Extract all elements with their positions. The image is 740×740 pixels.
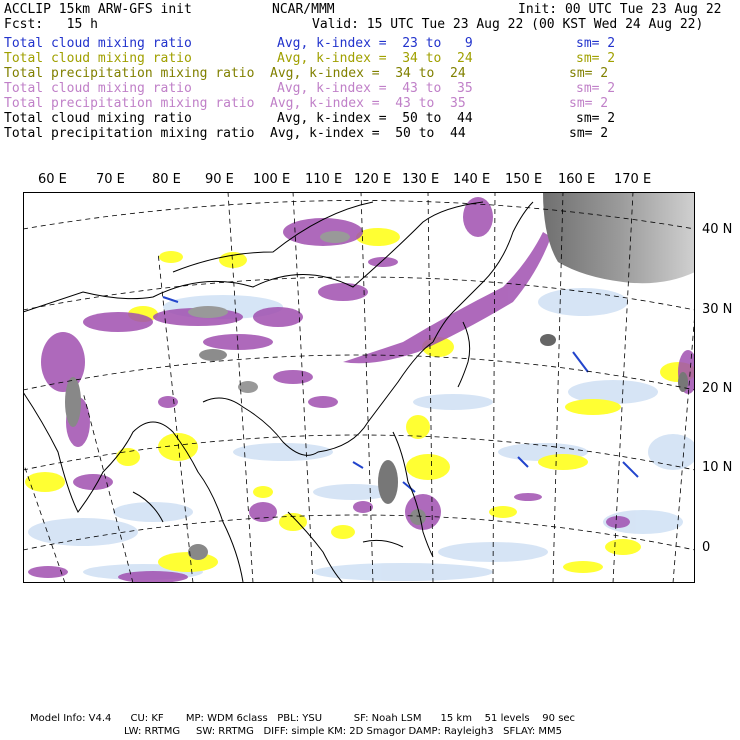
legend-avg-2: Avg, k-index = 34 to 24	[277, 51, 473, 66]
forecast-hour: Fcst: 15 h	[4, 17, 98, 32]
lon-label: 160 E	[558, 172, 596, 187]
lat-label: 0	[702, 540, 711, 555]
lon-label: 110 E	[305, 172, 343, 187]
lat-label: 20 N	[702, 381, 733, 396]
title-left: ACCLIP 15km ARW-GFS init	[4, 2, 192, 17]
legend-avg-4: Avg, k-index = 43 to 35	[277, 81, 473, 96]
lon-label: 170 E	[614, 172, 652, 187]
legend-avg-6: Avg, k-index = 50 to 44	[277, 111, 473, 126]
legend-field-4: Total cloud mixing ratio	[4, 81, 192, 96]
legend-sm-4: sm= 2	[576, 81, 616, 96]
lon-label: 80 E	[152, 172, 181, 187]
legend-sm-6: sm= 2	[576, 111, 616, 126]
legend-field-1: Total cloud mixing ratio	[4, 36, 192, 51]
legend-avg-1: Avg, k-index = 23 to 9	[277, 36, 473, 51]
init-time: Init: 00 UTC Tue 23 Aug 22	[518, 2, 722, 17]
lon-label: 140 E	[453, 172, 491, 187]
title-center: NCAR/MMM	[272, 2, 335, 17]
lon-label: 100 E	[253, 172, 291, 187]
legend-avg-3: Avg, k-index = 34 to 24	[270, 66, 466, 81]
legend-field-5: Total precipitation mixing ratio	[4, 96, 255, 111]
legend-field-2: Total cloud mixing ratio	[4, 51, 192, 66]
lat-label: 30 N	[702, 302, 733, 317]
lon-label: 70 E	[96, 172, 125, 187]
lat-label: 10 N	[702, 460, 733, 475]
legend-field-7: Total precipitation mixing ratio	[4, 126, 255, 141]
lon-label: 150 E	[505, 172, 543, 187]
legend-sm-3: sm= 2	[569, 66, 609, 81]
weather-map	[23, 192, 695, 583]
legend-sm-7: sm= 2	[569, 126, 609, 141]
lon-label: 60 E	[38, 172, 67, 187]
legend-sm-1: sm= 2	[576, 36, 616, 51]
legend-field-3: Total precipitation mixing ratio	[4, 66, 255, 81]
model-info-line-2: LW: RRTMG SW: RRTMG DIFF: simple KM: 2D Smagor DAMP: Rayleigh3 SFLAY: MM5	[124, 726, 563, 737]
legend-field-6: Total cloud mixing ratio	[4, 111, 192, 126]
lon-label: 120 E	[354, 172, 392, 187]
lon-label: 90 E	[205, 172, 234, 187]
legend-avg-7: Avg, k-index = 50 to 44	[270, 126, 466, 141]
legend-sm-2: sm= 2	[576, 51, 616, 66]
legend-sm-5: sm= 2	[569, 96, 609, 111]
lon-label: 130 E	[402, 172, 440, 187]
valid-time: Valid: 15 UTC Tue 23 Aug 22 (00 KST Wed 24 Aug 22)	[312, 17, 704, 32]
model-info-line-1: Model Info: V4.4 CU: KF MP: WDM 6class PBL: YSU SF: Noah LSM 15 km 51 levels 90 sec	[30, 713, 576, 724]
lat-label: 40 N	[702, 222, 733, 237]
legend-avg-5: Avg, k-index = 43 to 35	[270, 96, 466, 111]
